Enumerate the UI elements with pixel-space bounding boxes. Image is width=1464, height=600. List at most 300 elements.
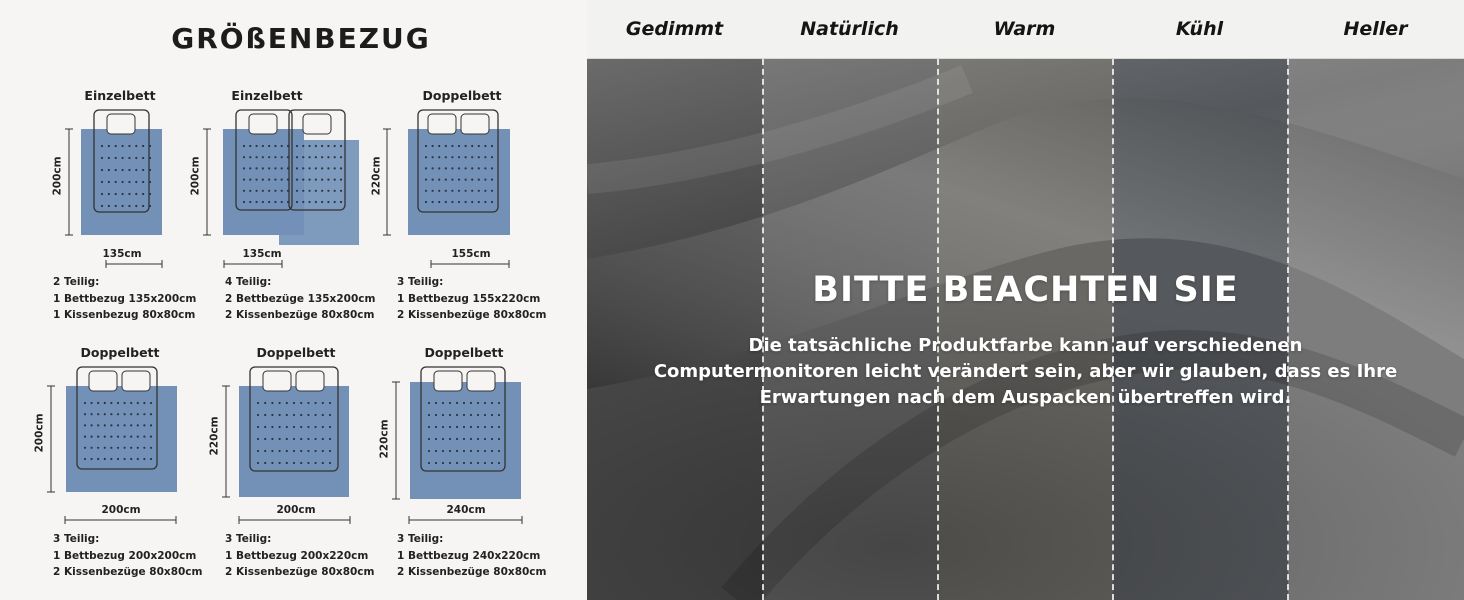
pattern-dot — [108, 157, 110, 159]
width-label: 135cm — [242, 248, 282, 260]
pattern-dot — [84, 413, 86, 415]
tone-label-heller: Heller — [1343, 18, 1408, 40]
pillow — [303, 114, 331, 134]
pattern-dot — [449, 462, 451, 464]
pattern-dot — [279, 462, 281, 464]
pattern-dot — [97, 447, 99, 449]
pattern-dot — [286, 438, 288, 440]
height-label: 200cm — [33, 413, 46, 453]
pattern-dot — [484, 190, 486, 192]
bed-diagram — [377, 88, 547, 248]
pattern-dot — [327, 190, 329, 192]
pattern-dot — [456, 402, 458, 404]
pattern-dot — [104, 458, 106, 460]
pattern-dot — [264, 462, 266, 464]
height-label: 200cm — [51, 156, 64, 196]
pattern-dot — [110, 424, 112, 426]
pattern-dot — [264, 438, 266, 440]
pattern-dot — [308, 156, 310, 158]
pattern-dot — [315, 450, 317, 452]
pattern-dot — [315, 426, 317, 428]
tone-divider — [1112, 59, 1114, 600]
pattern-dot — [117, 402, 119, 404]
pattern-dot — [322, 438, 324, 440]
pattern-dot — [463, 438, 465, 440]
pattern-dot — [108, 193, 110, 195]
pattern-dot — [463, 402, 465, 404]
pattern-dot — [121, 145, 123, 147]
card-description — [53, 274, 196, 324]
pattern-dot — [104, 413, 106, 415]
pattern-dot — [150, 413, 152, 415]
pattern-dot — [108, 169, 110, 171]
pattern-dot — [498, 402, 500, 404]
pattern-dot — [498, 426, 500, 428]
pattern-dot — [458, 201, 460, 203]
pattern-dot — [271, 426, 273, 428]
pattern-dot — [255, 190, 257, 192]
pattern-dot — [302, 201, 304, 203]
pattern-dot — [315, 179, 317, 181]
pattern-dot — [249, 179, 251, 181]
pattern-dot — [463, 414, 465, 416]
tone-header — [587, 0, 1464, 59]
pattern-dot — [286, 462, 288, 464]
width-label: 200cm — [101, 504, 141, 516]
pattern-dot — [128, 157, 130, 159]
pattern-dot — [302, 190, 304, 192]
pattern-dot — [308, 167, 310, 169]
pattern-dot — [322, 426, 324, 428]
pattern-dot — [257, 438, 259, 440]
pattern-dot — [150, 436, 152, 438]
duvet-cover — [408, 129, 510, 235]
pattern-dot — [91, 413, 93, 415]
pattern-dot — [249, 201, 251, 203]
pattern-dot — [491, 190, 493, 192]
pattern-dot — [456, 438, 458, 440]
pattern-dot — [115, 157, 117, 159]
pattern-dot — [425, 167, 427, 169]
pattern-dot — [274, 145, 276, 147]
pattern-dot — [128, 145, 130, 147]
pattern-dot — [484, 145, 486, 147]
pattern-dot — [491, 156, 493, 158]
pattern-dot — [121, 157, 123, 159]
pattern-dot — [477, 402, 479, 404]
pattern-dot — [143, 458, 145, 460]
pattern-dot — [281, 156, 283, 158]
pattern-dot — [274, 179, 276, 181]
pattern-dot — [91, 436, 93, 438]
pattern-dot — [428, 438, 430, 440]
pattern-dot — [296, 201, 298, 203]
pattern-dot — [491, 450, 493, 452]
pattern-dot — [428, 402, 430, 404]
pillow — [296, 371, 324, 391]
pattern-dot — [271, 438, 273, 440]
pattern-dot — [334, 201, 336, 203]
pattern-dot — [91, 447, 93, 449]
card-line: 3 Teilig: — [397, 533, 444, 545]
pattern-dot — [255, 201, 257, 203]
pattern-dot — [340, 190, 342, 192]
pattern-dot — [130, 458, 132, 460]
pattern-dot — [271, 450, 273, 452]
pattern-dot — [425, 156, 427, 158]
pattern-dot — [321, 201, 323, 203]
pattern-dot — [279, 402, 281, 404]
pattern-dot — [130, 413, 132, 415]
pattern-dot — [458, 145, 460, 147]
pattern-dot — [293, 450, 295, 452]
pattern-dot — [307, 462, 309, 464]
pattern-dot — [150, 458, 152, 460]
pattern-dot — [491, 167, 493, 169]
pattern-dot — [308, 179, 310, 181]
pattern-dot — [484, 462, 486, 464]
pattern-dot — [315, 438, 317, 440]
bed-diagram — [380, 345, 550, 505]
pattern-dot — [296, 156, 298, 158]
pattern-dot — [84, 447, 86, 449]
pattern-dot — [484, 414, 486, 416]
pattern-dot — [308, 145, 310, 147]
pattern-dot — [435, 462, 437, 464]
pattern-dot — [442, 426, 444, 428]
card-title: Doppelbett — [80, 345, 160, 360]
pattern-dot — [255, 156, 257, 158]
pattern-dot — [432, 156, 434, 158]
pattern-dot — [442, 402, 444, 404]
pattern-dot — [428, 450, 430, 452]
pattern-dot — [445, 201, 447, 203]
pattern-dot — [293, 438, 295, 440]
pillow — [467, 371, 495, 391]
pattern-dot — [104, 402, 106, 404]
pattern-dot — [296, 167, 298, 169]
pattern-dot — [302, 156, 304, 158]
pattern-dot — [334, 167, 336, 169]
pattern-dot — [449, 450, 451, 452]
pattern-dot — [498, 462, 500, 464]
pattern-dot — [110, 413, 112, 415]
pattern-dot — [249, 167, 251, 169]
pattern-dot — [445, 156, 447, 158]
pattern-dot — [491, 179, 493, 181]
pattern-dot — [101, 181, 103, 183]
card-line: 1 Kissenbezug 80x80cm — [53, 309, 196, 321]
pattern-dot — [110, 402, 112, 404]
pattern-dot — [491, 414, 493, 416]
pattern-dot — [287, 156, 289, 158]
pattern-dot — [124, 447, 126, 449]
pattern-dot — [149, 205, 151, 207]
pattern-dot — [257, 402, 259, 404]
pattern-dot — [97, 436, 99, 438]
pattern-dot — [115, 205, 117, 207]
pattern-dot — [327, 179, 329, 181]
card-line: 1 Bettbezug 200x200cm — [53, 549, 197, 562]
pattern-dot — [264, 414, 266, 416]
pattern-dot — [286, 402, 288, 404]
pillow — [461, 114, 489, 134]
tone-label-gedimmt: Gedimmt — [625, 18, 724, 40]
card-line: 2 Kissenbezüge 80x80cm — [397, 566, 547, 578]
pattern-dot — [425, 179, 427, 181]
pattern-dot — [117, 424, 119, 426]
card-line: 3 Teilig: — [53, 533, 100, 545]
pattern-dot — [281, 190, 283, 192]
card-description — [53, 531, 202, 581]
pattern-dot — [124, 413, 126, 415]
pattern-dot — [104, 424, 106, 426]
pattern-dot — [432, 190, 434, 192]
pattern-dot — [281, 201, 283, 203]
pattern-dot — [150, 402, 152, 404]
pattern-dot — [478, 145, 480, 147]
pattern-dot — [97, 413, 99, 415]
pattern-dot — [262, 201, 264, 203]
pattern-dot — [456, 462, 458, 464]
pattern-dot — [478, 201, 480, 203]
bed-diagram — [40, 345, 210, 505]
card-line: 3 Teilig: — [397, 276, 444, 288]
pattern-dot — [279, 450, 281, 452]
pattern-dot — [249, 145, 251, 147]
tone-divider — [1287, 59, 1289, 600]
pattern-dot — [143, 436, 145, 438]
pattern-dot — [315, 167, 317, 169]
pattern-dot — [432, 167, 434, 169]
pattern-dot — [322, 450, 324, 452]
pattern-dot — [149, 181, 151, 183]
pattern-dot — [108, 205, 110, 207]
pattern-dot — [491, 402, 493, 404]
pattern-dot — [135, 193, 137, 195]
width-label: 200cm — [276, 504, 316, 516]
pattern-dot — [307, 438, 309, 440]
pattern-dot — [470, 402, 472, 404]
size-guide-title: GRÖßENBEZUG — [171, 22, 431, 55]
pattern-dot — [121, 169, 123, 171]
pattern-dot — [477, 414, 479, 416]
pattern-dot — [279, 414, 281, 416]
height-label: 220cm — [208, 416, 221, 456]
pattern-dot — [470, 414, 472, 416]
pattern-dot — [432, 201, 434, 203]
pattern-dot — [432, 179, 434, 181]
pillow — [249, 114, 277, 134]
pattern-dot — [279, 426, 281, 428]
pattern-dot — [274, 167, 276, 169]
pattern-dot — [135, 157, 137, 159]
card-line: 1 Bettbezug 135x200cm — [53, 292, 197, 305]
card-title: Doppelbett — [424, 345, 504, 360]
pattern-dot — [315, 156, 317, 158]
pattern-dot — [296, 179, 298, 181]
pattern-dot — [286, 426, 288, 428]
tone-label-natuerlich: Natürlich — [800, 18, 899, 40]
pattern-dot — [471, 201, 473, 203]
pattern-dot — [115, 169, 117, 171]
pattern-dot — [110, 447, 112, 449]
pattern-dot — [451, 179, 453, 181]
pattern-dot — [101, 193, 103, 195]
duvet-cover — [279, 140, 359, 245]
pattern-dot — [340, 145, 342, 147]
card-title: Doppelbett — [256, 345, 336, 360]
pillow — [428, 114, 456, 134]
pattern-dot — [293, 426, 295, 428]
pattern-dot — [477, 462, 479, 464]
pattern-dot — [274, 201, 276, 203]
pattern-dot — [491, 145, 493, 147]
pattern-dot — [307, 414, 309, 416]
pattern-dot — [287, 167, 289, 169]
pattern-dot — [471, 156, 473, 158]
pattern-dot — [121, 181, 123, 183]
pattern-dot — [449, 438, 451, 440]
pattern-dot — [143, 413, 145, 415]
pattern-dot — [293, 402, 295, 404]
pattern-dot — [115, 145, 117, 147]
pattern-dot — [327, 145, 329, 147]
pattern-dot — [249, 190, 251, 192]
pattern-dot — [274, 190, 276, 192]
pattern-dot — [478, 156, 480, 158]
pattern-dot — [445, 167, 447, 169]
pattern-dot — [149, 145, 151, 147]
pattern-dot — [91, 458, 93, 460]
size-card-6 — [380, 345, 550, 595]
pattern-dot — [142, 193, 144, 195]
height-label: 220cm — [378, 419, 391, 459]
pattern-dot — [143, 424, 145, 426]
pattern-dot — [130, 424, 132, 426]
pattern-dot — [329, 402, 331, 404]
pattern-dot — [442, 438, 444, 440]
pattern-dot — [438, 179, 440, 181]
pattern-dot — [268, 179, 270, 181]
pattern-dot — [484, 426, 486, 428]
pattern-dot — [470, 462, 472, 464]
pattern-dot — [484, 179, 486, 181]
pattern-dot — [149, 169, 151, 171]
width-label: 155cm — [451, 248, 491, 260]
pattern-dot — [264, 450, 266, 452]
card-line: 2 Kissenbezüge 80x80cm — [53, 566, 203, 578]
card-description — [225, 531, 374, 581]
pattern-dot — [425, 190, 427, 192]
pattern-dot — [257, 414, 259, 416]
pattern-dot — [84, 424, 86, 426]
pattern-dot — [478, 167, 480, 169]
pattern-dot — [432, 145, 434, 147]
pattern-dot — [255, 167, 257, 169]
pattern-dot — [438, 156, 440, 158]
pattern-dot — [143, 402, 145, 404]
pattern-dot — [321, 179, 323, 181]
tone-divider — [937, 59, 939, 600]
pattern-dot — [456, 426, 458, 428]
pattern-dot — [477, 438, 479, 440]
pattern-dot — [243, 145, 245, 147]
pattern-dot — [262, 179, 264, 181]
pattern-dot — [329, 450, 331, 452]
pattern-dot — [340, 156, 342, 158]
card-line: 2 Bettbezüge 135x200cm — [225, 292, 376, 305]
size-card-4 — [33, 345, 210, 595]
pattern-dot — [302, 167, 304, 169]
pattern-dot — [135, 205, 137, 207]
pattern-dot — [128, 181, 130, 183]
pattern-dot — [477, 450, 479, 452]
pattern-dot — [257, 426, 259, 428]
size-card-5 — [210, 345, 380, 595]
pattern-dot — [465, 167, 467, 169]
pattern-dot — [243, 201, 245, 203]
pattern-dot — [484, 402, 486, 404]
pattern-dot — [458, 156, 460, 158]
pattern-dot — [104, 447, 106, 449]
pattern-dot — [315, 414, 317, 416]
pattern-dot — [130, 447, 132, 449]
pattern-dot — [124, 436, 126, 438]
pattern-dot — [428, 426, 430, 428]
pattern-dot — [279, 438, 281, 440]
pattern-dot — [491, 201, 493, 203]
pattern-dot — [307, 426, 309, 428]
pattern-dot — [438, 167, 440, 169]
pattern-dot — [137, 413, 139, 415]
pattern-dot — [451, 167, 453, 169]
pattern-dot — [321, 156, 323, 158]
pattern-dot — [307, 402, 309, 404]
pattern-dot — [286, 414, 288, 416]
pattern-dot — [293, 462, 295, 464]
height-label: 200cm — [189, 156, 202, 196]
pattern-dot — [117, 447, 119, 449]
pattern-dot — [321, 145, 323, 147]
pattern-dot — [257, 450, 259, 452]
pattern-dot — [484, 438, 486, 440]
pattern-dot — [124, 402, 126, 404]
pattern-dot — [255, 145, 257, 147]
pattern-dot — [300, 462, 302, 464]
pattern-dot — [104, 436, 106, 438]
pattern-dot — [438, 145, 440, 147]
pattern-dot — [130, 402, 132, 404]
pattern-dot — [262, 145, 264, 147]
pattern-dot — [142, 145, 144, 147]
pattern-dot — [321, 190, 323, 192]
pattern-dot — [287, 201, 289, 203]
pillow — [89, 371, 117, 391]
pattern-dot — [438, 201, 440, 203]
pattern-dot — [281, 145, 283, 147]
pattern-dot — [435, 450, 437, 452]
pattern-dot — [465, 201, 467, 203]
pattern-dot — [315, 145, 317, 147]
pattern-dot — [108, 181, 110, 183]
pattern-dot — [315, 201, 317, 203]
pattern-dot — [91, 424, 93, 426]
pattern-dot — [135, 181, 137, 183]
pattern-dot — [110, 436, 112, 438]
pattern-dot — [97, 402, 99, 404]
pattern-dot — [135, 169, 137, 171]
